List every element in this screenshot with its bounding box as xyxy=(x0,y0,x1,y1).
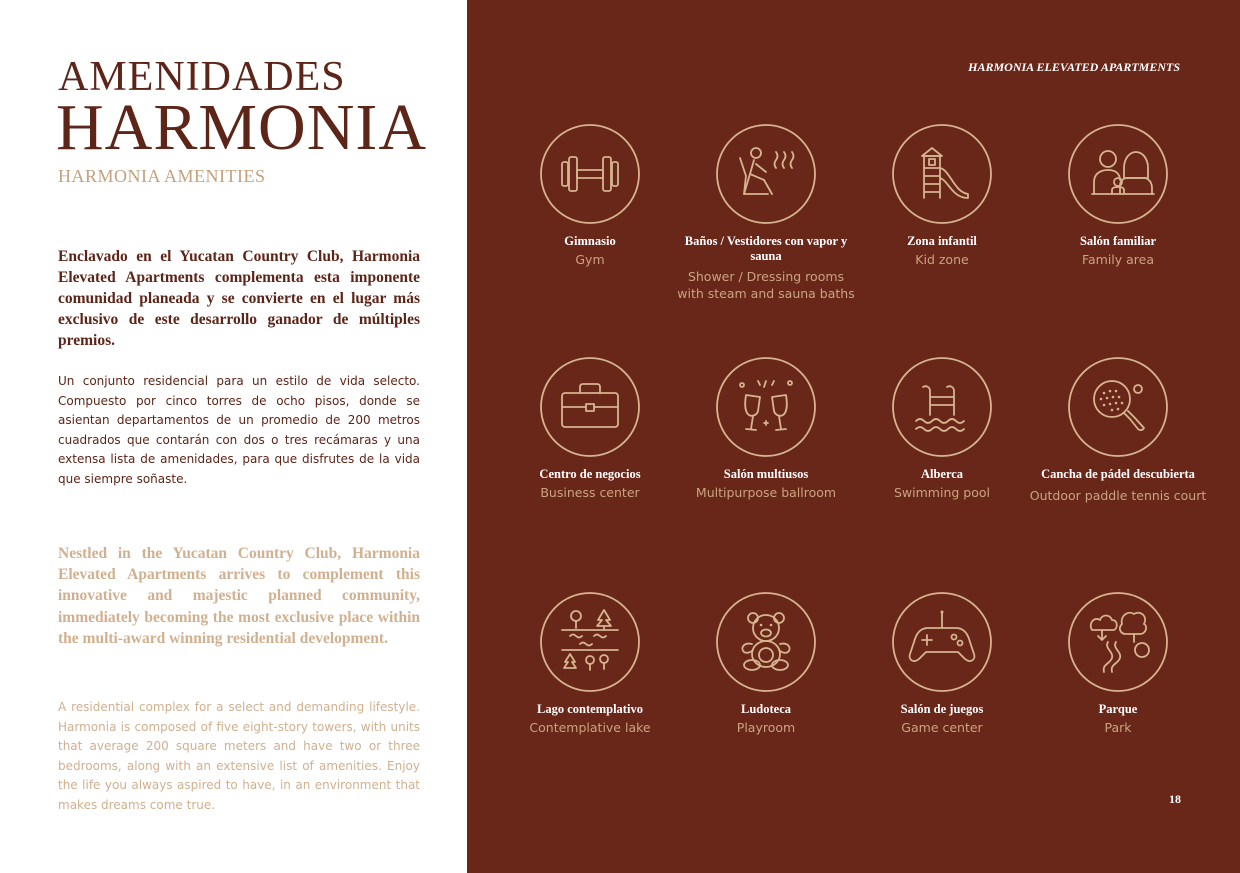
amenity-game-center xyxy=(852,592,1032,736)
amenity-name-en: Contemplative lake xyxy=(529,719,651,735)
left-panel xyxy=(0,0,467,873)
amenity-name-es: Parque xyxy=(1098,702,1138,716)
amenity-name-en: Business center xyxy=(540,484,640,500)
amenity-name-en: Swimming pool xyxy=(894,484,990,500)
amenity-name-es: Salón de juegos xyxy=(900,702,984,716)
briefcase-icon xyxy=(540,357,640,457)
amenity-name-es: Salón multiusos xyxy=(723,467,809,481)
family-icon xyxy=(1068,124,1168,224)
amenity-sauna xyxy=(676,124,856,302)
intro-english: Nestled in the Yucatan Country Club, Harmonia Elevated Apartments arrives to complement this innovative and majestic planned community, immediately becoming the most exclusive place within the multi-award winning residential development. xyxy=(58,545,420,647)
amenity-name-en: Kid zone xyxy=(915,251,969,267)
amenity-name-en: Family area xyxy=(1081,251,1155,267)
amenity-gym xyxy=(500,124,680,268)
subtitle: HARMONIA AMENITIES xyxy=(58,166,266,186)
body-english: A residential complex for a select and demanding lifestyle. Harmonia is composed of five eight-story towers, with units that average 200 square meters and have two or three bedrooms, along with an extensive list of amenities. Enjoy the life you always aspired to have, in an environment that makes dreams come true. xyxy=(58,700,420,812)
amenity-paddle-court xyxy=(1028,357,1208,504)
amenity-multipurpose xyxy=(676,357,856,501)
dumbbell-icon xyxy=(540,124,640,224)
amenity-name-es: Centro de negocios xyxy=(539,467,641,481)
title-line-1: AMENIDADES xyxy=(58,54,346,100)
page-header: HARMONIA ELEVATED APARTMENTS xyxy=(968,60,1180,74)
lake-trees-icon xyxy=(540,592,640,692)
amenity-name-en: Game center xyxy=(901,719,983,735)
amenity-name-es: Lago contemplativo xyxy=(537,702,643,716)
amenity-name-es: Cancha de pádel descubierta xyxy=(1041,467,1195,481)
amenity-playroom xyxy=(676,592,856,736)
pool-ladder-icon xyxy=(892,357,992,457)
amenity-name-es: Gimnasio xyxy=(564,234,616,248)
amenity-name-en: Outdoor paddle tennis court xyxy=(1029,487,1207,503)
park-trees-icon xyxy=(1068,592,1168,692)
amenity-family-area xyxy=(1028,124,1208,268)
amenity-park xyxy=(1028,592,1208,736)
amenity-swimming-pool xyxy=(852,357,1032,501)
amenity-name-es: Salón familiar xyxy=(1079,234,1157,248)
game-controller-icon xyxy=(892,592,992,692)
amenity-name-en: Gym xyxy=(575,251,605,267)
amenity-name-en: Playroom xyxy=(736,719,796,735)
intro-spanish: Enclavado en el Yucatan Country Club, Harmonia Elevated Apartments complementa esta imponente comunidad planeada y se convierte en el lugar más exclusivo de este desarrollo ganador de múltiples premios. xyxy=(58,248,420,349)
amenity-kid-zone xyxy=(852,124,1032,268)
amenity-name-en: Park xyxy=(1104,719,1132,735)
amenity-business-center xyxy=(500,357,680,501)
playground-slide-icon xyxy=(892,124,992,224)
amenity-name-en: Shower / Dressing rooms with steam and sauna baths xyxy=(677,269,855,301)
paddle-racket-icon xyxy=(1068,357,1168,457)
body-spanish: Un conjunto residencial para un estilo de vida selecto. Compuesto por cinco torres de ocho pisos, donde se asientan departamentos de un promedio de 200 metros cuadrados que contarán con dos o tres recámaras y una extensa lista de amenidades, para que disfrutes de la vida que siempre soñaste. xyxy=(58,374,420,486)
champagne-toast-icon xyxy=(716,357,816,457)
sauna-icon xyxy=(716,124,816,224)
amenity-name-es: Zona infantil xyxy=(907,234,977,248)
amenity-contemplative-lake xyxy=(500,592,680,736)
amenity-name-es: Alberca xyxy=(920,467,964,481)
amenity-name-es: Baños / Vestidores con vapor y sauna xyxy=(684,234,848,263)
teddy-bear-icon xyxy=(716,592,816,692)
amenity-name-es: Ludoteca xyxy=(741,702,791,716)
page-number: 18 xyxy=(1169,792,1181,806)
title-line-2: HARMONIA xyxy=(56,91,427,164)
amenity-name-en: Multipurpose ballroom xyxy=(695,484,837,500)
